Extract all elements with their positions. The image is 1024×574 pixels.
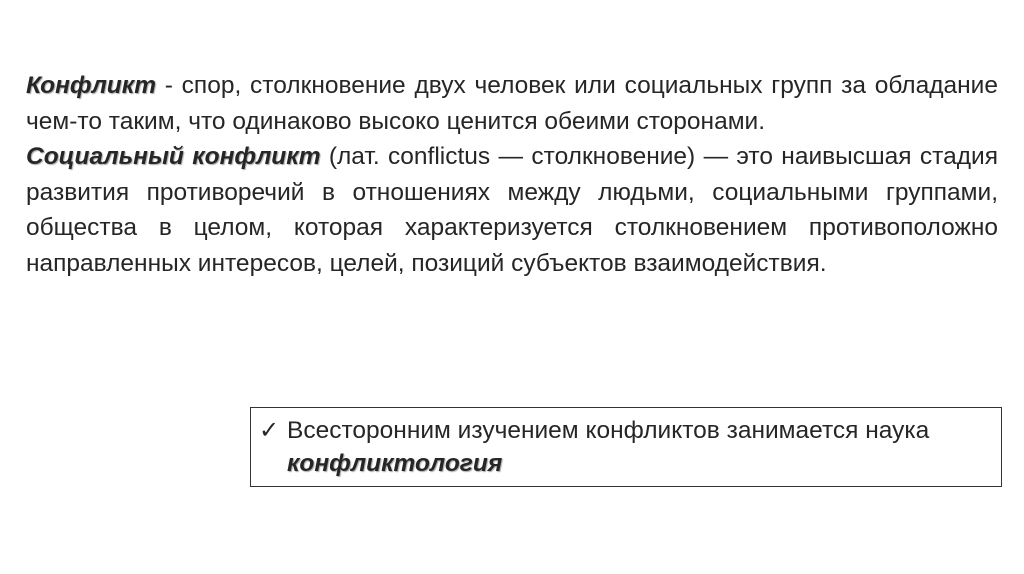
definition-term: Социальный конфликт <box>26 143 321 170</box>
note-term-line <box>259 447 993 480</box>
definition-text: - спор, столкновение двух человек или социальных групп за обладание чем-то таким, что одинаково высоко ценится обеими сторонами. <box>26 72 998 135</box>
note-box <box>250 407 1002 487</box>
definition-conflict <box>26 68 998 139</box>
note-text: Всесторонним изучением конфликтов занимается наука <box>287 417 930 444</box>
checkmark-icon: ✓ <box>259 416 280 444</box>
definitions-block <box>26 68 998 281</box>
note-line <box>259 414 993 447</box>
definition-term: Конфликт <box>26 72 156 99</box>
definition-social-conflict <box>26 139 998 281</box>
definition-text: (лат. conflictus — столкновение) — это наивысшая стадия развития противоречий в отношениях между людьми, социальными группами, общества в целом, которая характеризуется столкновением противоположно направленных интересов, целей, позиций субъектов взаимодействия. <box>26 143 998 277</box>
note-term: конфликтология <box>287 450 503 477</box>
